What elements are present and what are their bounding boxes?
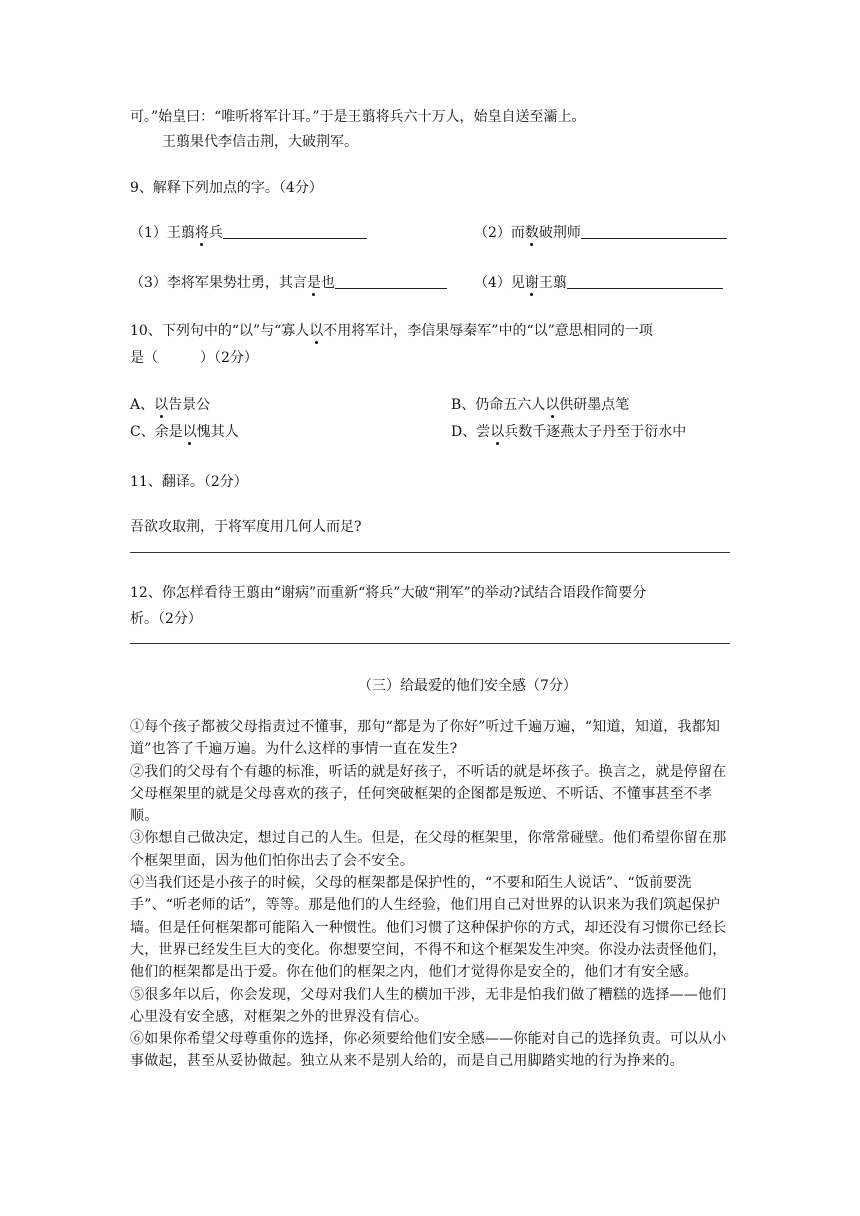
q10-option-b[interactable] — [451, 394, 629, 414]
q10-option-b-dotted: 以 — [545, 397, 560, 413]
q12-stem-line-1: 12、你怎样看待王翦由“谢病”而重新“将兵”大破“荆军”的举动?试结合语段作简要分 — [130, 585, 647, 601]
q10-option-a-pre: A、 — [130, 397, 155, 413]
q9-item-4 — [474, 272, 723, 292]
q9-item-2-answer-blank[interactable] — [581, 224, 727, 239]
q9-item-4-post: 王翦 — [538, 275, 567, 291]
section-3-paragraph-2: ②我们的父母有个有趣的标准，听话的就是好孩子，不听话的就是坏孩子。换言之，就是停留在父母框架里的就是父母喜欢的孩子，任何突破框架的企图都是叛逆、不听话、不懂事甚至不孝顺。 — [130, 763, 727, 825]
q11-answer-line[interactable] — [130, 552, 730, 553]
q10-stem-line-2: 是（ ）（2分） — [130, 350, 258, 366]
q9-item-2-dotted: 数 — [524, 225, 539, 241]
section-3-paragraph-1: ①每个孩子都被父母指责过不懂事，那句“都是为了你好”听过千遍万遍，“知道，知道，我都知道”也答了千遍万遍。为什么这样的事情一直在发生? — [130, 719, 721, 758]
q9-item-2-pre: （2）而 — [474, 225, 525, 241]
q9-item-1-post: 兵 — [208, 225, 223, 241]
q11-stem: 11、翻译。（2分） — [130, 474, 248, 490]
q10-option-b-post: 供研墨点笔 — [559, 397, 630, 413]
q9-item-1-pre: （1）王翦 — [130, 225, 195, 241]
q10-option-d-dotted: 以 — [490, 424, 505, 440]
q10-option-a[interactable] — [130, 394, 210, 414]
q10-option-d[interactable] — [451, 421, 686, 441]
q9-item-3 — [130, 272, 447, 292]
q9-item-3-answer-blank[interactable] — [335, 274, 447, 289]
q10-stem-dotted: 以 — [309, 323, 324, 339]
q10-option-a-post: 告景公 — [168, 397, 211, 413]
q9-item-4-answer-blank[interactable] — [567, 274, 723, 289]
q9-item-3-pre: （3）李将军果势壮勇，其言 — [130, 275, 307, 291]
q10-option-c[interactable] — [130, 421, 239, 441]
q11-sentence: 吾欲攻取荆，于将军度用几何人而足? — [130, 519, 362, 535]
section-3-passage — [130, 716, 735, 1073]
q10-option-a-dotted: 以 — [154, 397, 169, 413]
q9-item-1-answer-blank[interactable] — [223, 224, 367, 239]
passage-line-2: 王翦果代李信击荆，大破荆军。 — [162, 134, 358, 150]
q10-option-c-dotted: 以 — [182, 424, 197, 440]
section-3-paragraph-3: ③你想自己做决定，想过自己的人生。但是，在父母的框架里，你常常碰壁。他们希望你留在那个框架里面，因为他们怕你出去了会不安全。 — [130, 830, 727, 869]
q10-stem-pre: 10、下列句中的“以”与“寡人 — [130, 323, 310, 339]
q10-option-c-pre: C、余是 — [130, 424, 183, 440]
q9-item-4-pre: （4）见 — [474, 275, 525, 291]
q9-item-2 — [474, 222, 727, 242]
q9-item-2-post: 破荆师 — [538, 225, 581, 241]
section-3-paragraph-6: ⑥如果你希望父母尊重你的选择，你必须要给他们安全感——你能对自己的选择负责。可以从小事做起，甚至从妥协做起。独立从来不是别人给的，而是自己用脚踏实地的行为挣来的。 — [130, 1031, 727, 1070]
q9-item-3-post: 也 — [320, 275, 335, 291]
passage-line-1: 可。”始皇曰：“唯听将军计耳。”于是王翦将兵六十万人，始皇自送至灞上。 — [130, 109, 586, 125]
q9-item-3-dotted: 是 — [306, 275, 321, 291]
q12-stem-line-2: 析。（2分） — [130, 611, 202, 627]
q9-item-1-dotted: 将 — [194, 225, 209, 241]
q9-item-4-dotted: 谢 — [524, 275, 539, 291]
q10-stem-post: 不用将军计，李信果辱秦军”中的“以”意思相同的一项 — [323, 323, 653, 339]
q10-option-b-pre: B、仍命五六人 — [451, 397, 546, 413]
q9-stem: 9、解释下列加点的字。（4分） — [130, 180, 323, 196]
q12-answer-line[interactable] — [130, 643, 730, 644]
section-3-paragraph-5: ⑤很多年以后，你会发现，父母对我们人生的横加干涉，无非是怕我们做了糟糕的选择——他们心里没有安全感，对框架之外的世界没有信心。 — [130, 986, 727, 1025]
q9-item-1 — [130, 222, 367, 242]
q10-option-d-pre: D、尝 — [451, 424, 491, 440]
section-3-title: （三）给最爱的他们安全感（7分） — [358, 678, 577, 694]
section-3-paragraph-4: ④当我们还是小孩子的时候，父母的框架都是保护性的，“不要和陌生人说话”、“饭前要洗手”、“听老师的话”，等等。那是他们的人生经验，他们用自己对世界的认识来为我们筑起保护墙。但是任何框架都可能陷入一种惯性。他们习惯了这种保护你的方式，却还没有习惯你已经长大，世界已经发生巨大的变化。你想要空间，不得不和这个框架发生冲突。你没办法责怪他们，他们的框架都是出于爱。你在他们的框架之内，他们才觉得你是安全的，他们才有安全感。 — [130, 875, 727, 981]
q10-option-d-post: 兵数千逐燕太子丹至于衍水中 — [504, 424, 687, 440]
q10-stem-line-1 — [130, 320, 653, 340]
q10-option-c-post: 愧其人 — [196, 424, 239, 440]
